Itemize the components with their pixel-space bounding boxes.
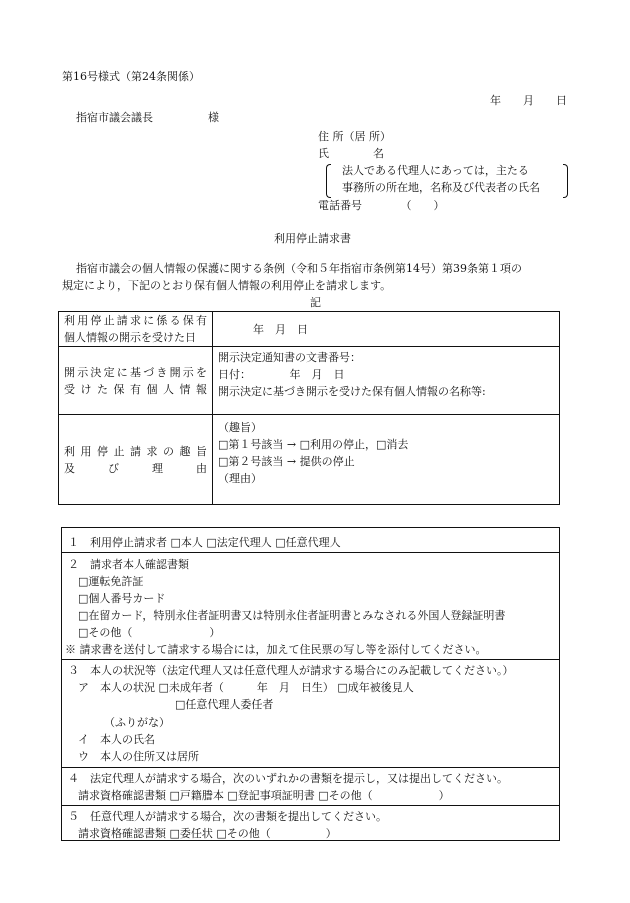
table-row <box>59 312 560 347</box>
reason-heading: （理由） <box>218 472 262 486</box>
section-divider <box>62 767 559 768</box>
id-option-other: □その他（ ） <box>78 626 221 639</box>
note-right-bracket <box>563 164 568 198</box>
form-number: 第16号様式（第24条関係） <box>62 70 200 83</box>
section-5-heading: ５ 任意代理人が請求する場合，次の書類を提出してください。 <box>68 810 387 823</box>
ki-label: 記 <box>310 296 321 309</box>
note-left-bracket <box>326 164 331 198</box>
voluntary-agent-documents: 請求資格確認書類 □委任状 □その他（ ） <box>78 827 337 840</box>
purpose-label-cell <box>59 415 213 505</box>
received-date-label-cell <box>59 312 213 347</box>
furigana-label: （ふりがな） <box>104 716 170 729</box>
phone-label: 電話番号 （ ） <box>318 199 445 212</box>
purpose-label-char: び <box>108 461 119 475</box>
section-divider <box>62 552 559 553</box>
requester-info-box <box>61 527 560 841</box>
received-date-value: 年 月 日 <box>213 312 560 347</box>
purpose-label-char: 及 <box>64 461 75 475</box>
legal-agent-documents: 請求資格確認書類 □戸籍謄本 □登記事項証明書 □その他（ ） <box>78 789 450 802</box>
section-4-heading: ４ 法定代理人が請求する場合，次のいずれかの書類を提示し，又は提出してください。 <box>68 772 508 785</box>
section-3-heading: ３ 本人の状況等（法定代理人又は任意代理人が請求する場合にのみ記載してください。） <box>68 664 514 677</box>
principal-name-label: イ 本人の氏名 <box>78 733 155 746</box>
date-line: 年 月 日 <box>490 94 567 107</box>
request-details-table <box>58 311 560 505</box>
id-option-license: □運転免許証 <box>78 575 144 588</box>
addressee: 指宿市議会議長 様 <box>76 111 219 124</box>
purpose-value-cell <box>213 415 560 505</box>
table-row <box>59 415 560 505</box>
section-2-heading: ２ 請求者本人確認書類 <box>68 558 189 571</box>
table-row <box>59 347 560 415</box>
section-1-requester: １ 利用停止請求者 □本人 □法定代理人 □任意代理人 <box>68 536 341 549</box>
received-date-label-a: 利用停止請求に係る保有 <box>64 314 207 327</box>
mail-note: ※ 請求書を送付して請求する場合には，加えて住民票の写し等を添付してください。 <box>65 643 487 656</box>
intro-line-2: 規定により，下記のとおり保有個人情報の利用停止を請求します。 <box>62 279 392 292</box>
section-divider <box>62 659 559 660</box>
id-option-mynumber: □個人番号カード <box>78 592 166 605</box>
purpose-option-2: □第２号該当 → 提供の停止 <box>218 455 355 469</box>
disclosed-info-label-cell <box>59 347 213 415</box>
intro-line-1: 指宿市議会の個人情報の保護に関する条例（令和５年指宿市条例第14号）第39条第１項の <box>76 262 522 275</box>
id-option-residence-card: □在留カード，特別永住者証明書又は特別永住者証明書とみなされる外国人登録証明書 <box>78 609 506 622</box>
purpose-option-1: □第１号該当 → □利用の停止，□消去 <box>218 438 409 452</box>
info-name-line: 開示決定に基づき開示を受けた保有個人情報の名称等: <box>218 385 486 399</box>
disclosed-info-label-b: 受けた保有個人情報 <box>64 382 207 396</box>
principal-status: ア 本人の状況 □未成年者（ 年 月 日生） □成年被後見人 <box>78 681 414 694</box>
address-label: 住 所（居 所） <box>318 130 391 143</box>
notice-date-line: 日付： 年 月 日 <box>218 368 345 382</box>
purpose-heading: （趣旨） <box>218 421 262 435</box>
principal-address-label: ウ 本人の住所又は居所 <box>78 750 199 763</box>
purpose-label-char: 由 <box>196 461 207 475</box>
notice-number-line: 開示決定通知書の文書番号： <box>218 351 361 365</box>
received-date-label-b: 個人情報の開示を受けた日 <box>64 331 196 345</box>
note-line-1: 法人である代理人にあっては，主たる <box>342 164 529 177</box>
disclosed-info-value-cell <box>213 347 560 415</box>
name-label: 氏 名 <box>318 147 384 160</box>
principal-status-voluntary: □任意代理人委任者 <box>175 698 274 711</box>
document-title: 利用停止請求書 <box>274 232 351 245</box>
purpose-label-b <box>64 460 207 477</box>
purpose-label-char: 理 <box>152 461 163 475</box>
note-line-2: 事務所の所在地，名称及び代表者の氏名 <box>342 181 540 194</box>
purpose-label-a: 利用停止請求の趣旨 <box>64 444 207 458</box>
section-divider <box>62 805 559 806</box>
disclosed-info-label-a: 開示決定に基づき開示を <box>64 365 207 379</box>
